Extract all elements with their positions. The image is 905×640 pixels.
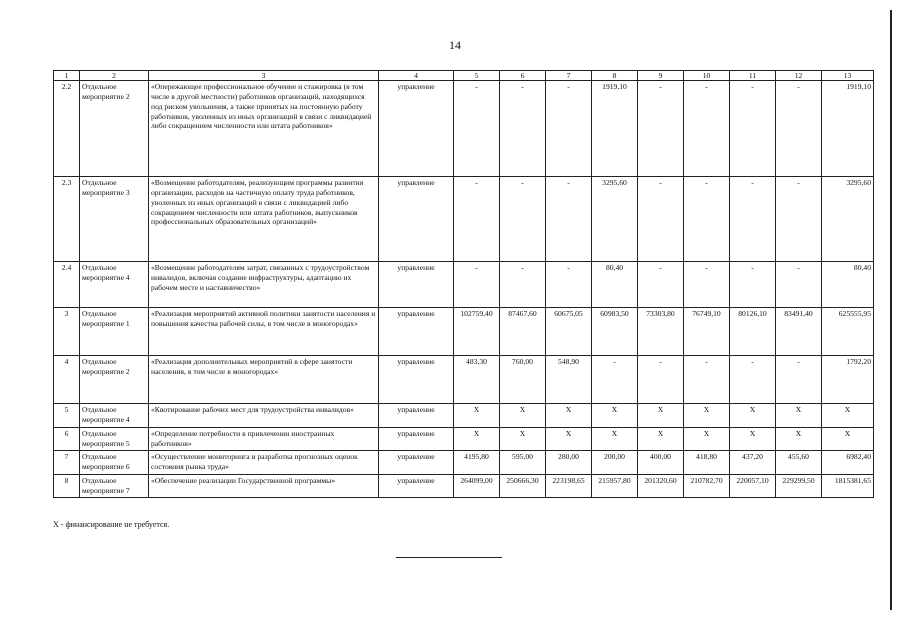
table-row	[54, 81, 874, 177]
header-cell: 4	[379, 71, 454, 81]
row-description: «Квотирование рабочих мест для трудоустройства инвалидов»	[149, 404, 379, 428]
value-cell: X	[500, 428, 546, 451]
header-cell: 12	[776, 71, 822, 81]
value-cell: -	[684, 81, 730, 177]
row-number: 4	[54, 356, 80, 404]
value-cell: -	[730, 81, 776, 177]
table-row	[54, 356, 874, 404]
value-cell: 760,00	[500, 356, 546, 404]
header-cell: 6	[500, 71, 546, 81]
row-executor: управление	[379, 177, 454, 262]
value-cell: 73303,80	[638, 308, 684, 356]
value-cell: 60675,05	[546, 308, 592, 356]
total-cell: X	[822, 404, 874, 428]
margin-rule	[890, 10, 892, 610]
value-cell: X	[546, 428, 592, 451]
row-description: «Обеспечение реализации Государственной программы»	[149, 475, 379, 498]
value-cell: X	[776, 404, 822, 428]
row-name: Отдельное мероприятие 3	[80, 177, 149, 262]
value-cell: X	[684, 404, 730, 428]
row-description: «Возмещение работодателям, реализующим программы развития организации, расходов на частичную оплату труда работников, уволенных из иных организаций в связи с ликвидацией либо сокращением численности или штата работников, выпускников профессиональных образовательных организаций»	[149, 177, 379, 262]
header-cell: 1	[54, 71, 80, 81]
row-name: Отдельное мероприятие 4	[80, 262, 149, 308]
header-cell: 3	[149, 71, 379, 81]
value-cell: 60983,50	[592, 308, 638, 356]
value-cell: 280,00	[546, 451, 592, 475]
row-number: 8	[54, 475, 80, 498]
row-executor: управление	[379, 81, 454, 177]
value-cell: -	[638, 262, 684, 308]
header-cell: 5	[454, 71, 500, 81]
value-cell: X	[592, 428, 638, 451]
value-cell: -	[776, 356, 822, 404]
row-description: «Реализация мероприятий активной политики занятости населения и повышения качества рабочей силы, в том числе в моногородах»	[149, 308, 379, 356]
value-cell: -	[776, 81, 822, 177]
value-cell: 455,60	[776, 451, 822, 475]
value-cell: 3295,60	[592, 177, 638, 262]
value-cell: X	[730, 404, 776, 428]
value-cell: 76749,10	[684, 308, 730, 356]
value-cell: 264099,00	[454, 475, 500, 498]
value-cell: 210782,70	[684, 475, 730, 498]
header-cell: 13	[822, 71, 874, 81]
value-cell: -	[684, 177, 730, 262]
value-cell: 80,40	[592, 262, 638, 308]
table-row	[54, 177, 874, 262]
row-number: 2.2	[54, 81, 80, 177]
value-cell: X	[638, 404, 684, 428]
row-description: «Реализация дополнительных мероприятий в сфере занятости населения, в том числе в моногородах»	[149, 356, 379, 404]
row-executor: управление	[379, 404, 454, 428]
row-number: 2.3	[54, 177, 80, 262]
value-cell: -	[454, 262, 500, 308]
value-cell: 229299,50	[776, 475, 822, 498]
value-cell: X	[638, 428, 684, 451]
total-cell: 1792,20	[822, 356, 874, 404]
row-number: 7	[54, 451, 80, 475]
value-cell: -	[684, 262, 730, 308]
value-cell: 483,30	[454, 356, 500, 404]
table-row	[54, 404, 874, 428]
value-cell: -	[730, 177, 776, 262]
row-executor: управление	[379, 308, 454, 356]
value-cell: 223198,65	[546, 475, 592, 498]
value-cell: X	[454, 428, 500, 451]
row-description: «Определение потребности в привлечении иностранных работников»	[149, 428, 379, 451]
value-cell: 400,00	[638, 451, 684, 475]
value-cell: -	[546, 262, 592, 308]
value-cell: -	[776, 177, 822, 262]
value-cell: X	[684, 428, 730, 451]
row-name: Отдельное мероприятие 1	[80, 308, 149, 356]
row-description: «Возмещение работодателям затрат, связанных с трудоустройством инвалидов, включая создание инфраструктуры, адаптацию их рабочем месте и наставничество»	[149, 262, 379, 308]
total-cell: 3295,60	[822, 177, 874, 262]
value-cell: 80126,10	[730, 308, 776, 356]
value-cell: -	[730, 262, 776, 308]
table-row	[54, 451, 874, 475]
value-cell: 200,00	[592, 451, 638, 475]
value-cell: -	[638, 81, 684, 177]
row-executor: управление	[379, 356, 454, 404]
header-cell: 11	[730, 71, 776, 81]
row-name: Отдельное мероприятие 6	[80, 451, 149, 475]
value-cell: X	[546, 404, 592, 428]
row-executor: управление	[379, 428, 454, 451]
row-description: «Опережающее профессиональное обучение и стажировка (в том числе в другой местности) работников организаций, находящихся под риском увольнения, а также принятых на постоянную работу работников, уволенных из иных организаций в связи с ликвидацией либо сокращением численности или штата работников»	[149, 81, 379, 177]
table-row	[54, 475, 874, 498]
value-cell: -	[730, 356, 776, 404]
header-row	[54, 71, 874, 81]
value-cell: X	[454, 404, 500, 428]
value-cell: 250666,30	[500, 475, 546, 498]
row-executor: управление	[379, 451, 454, 475]
table-row	[54, 308, 874, 356]
value-cell: X	[776, 428, 822, 451]
value-cell: 83491,40	[776, 308, 822, 356]
value-cell: -	[500, 177, 546, 262]
value-cell: 220057,10	[730, 475, 776, 498]
row-name: Отдельное мероприятие 7	[80, 475, 149, 498]
header-cell: 2	[80, 71, 149, 81]
value-cell: 595,00	[500, 451, 546, 475]
total-cell: 6982,40	[822, 451, 874, 475]
value-cell: 1919,10	[592, 81, 638, 177]
value-cell: -	[638, 177, 684, 262]
value-cell: -	[684, 356, 730, 404]
row-name: Отдельное мероприятие 4	[80, 404, 149, 428]
row-name: Отдельное мероприятие 5	[80, 428, 149, 451]
row-description: «Осуществление мониторинга и разработка прогнозных оценок состояния рынка труда»	[149, 451, 379, 475]
value-cell: 215957,80	[592, 475, 638, 498]
total-cell: 1815381,65	[822, 475, 874, 498]
value-cell: 437,20	[730, 451, 776, 475]
header-cell: 8	[592, 71, 638, 81]
row-name: Отдельное мероприятие 2	[80, 356, 149, 404]
total-cell: 80,40	[822, 262, 874, 308]
row-number: 3	[54, 308, 80, 356]
value-cell: 102759,40	[454, 308, 500, 356]
row-number: 2.4	[54, 262, 80, 308]
header-cell: 9	[638, 71, 684, 81]
row-name: Отдельное мероприятие 2	[80, 81, 149, 177]
value-cell: 4195,80	[454, 451, 500, 475]
value-cell: 201320,60	[638, 475, 684, 498]
program-table	[53, 70, 874, 498]
value-cell: 548,90	[546, 356, 592, 404]
value-cell: -	[454, 81, 500, 177]
header-cell: 7	[546, 71, 592, 81]
row-executor: управление	[379, 262, 454, 308]
page-number: 14	[449, 38, 461, 52]
value-cell: -	[546, 177, 592, 262]
value-cell: -	[592, 356, 638, 404]
row-number: 6	[54, 428, 80, 451]
value-cell: X	[592, 404, 638, 428]
total-cell: X	[822, 428, 874, 451]
value-cell: -	[638, 356, 684, 404]
row-executor: управление	[379, 475, 454, 498]
value-cell: X	[730, 428, 776, 451]
closing-rule	[396, 557, 502, 558]
value-cell: -	[776, 262, 822, 308]
value-cell: 418,80	[684, 451, 730, 475]
table-row	[54, 428, 874, 451]
value-cell: -	[546, 81, 592, 177]
value-cell: X	[500, 404, 546, 428]
total-cell: 1919,10	[822, 81, 874, 177]
value-cell: 87467,60	[500, 308, 546, 356]
header-cell: 10	[684, 71, 730, 81]
row-number: 5	[54, 404, 80, 428]
value-cell: -	[454, 177, 500, 262]
value-cell: -	[500, 81, 546, 177]
footnote: Х - финансирование не требуется.	[53, 520, 170, 529]
table-row	[54, 262, 874, 308]
value-cell: -	[500, 262, 546, 308]
total-cell: 625555,95	[822, 308, 874, 356]
